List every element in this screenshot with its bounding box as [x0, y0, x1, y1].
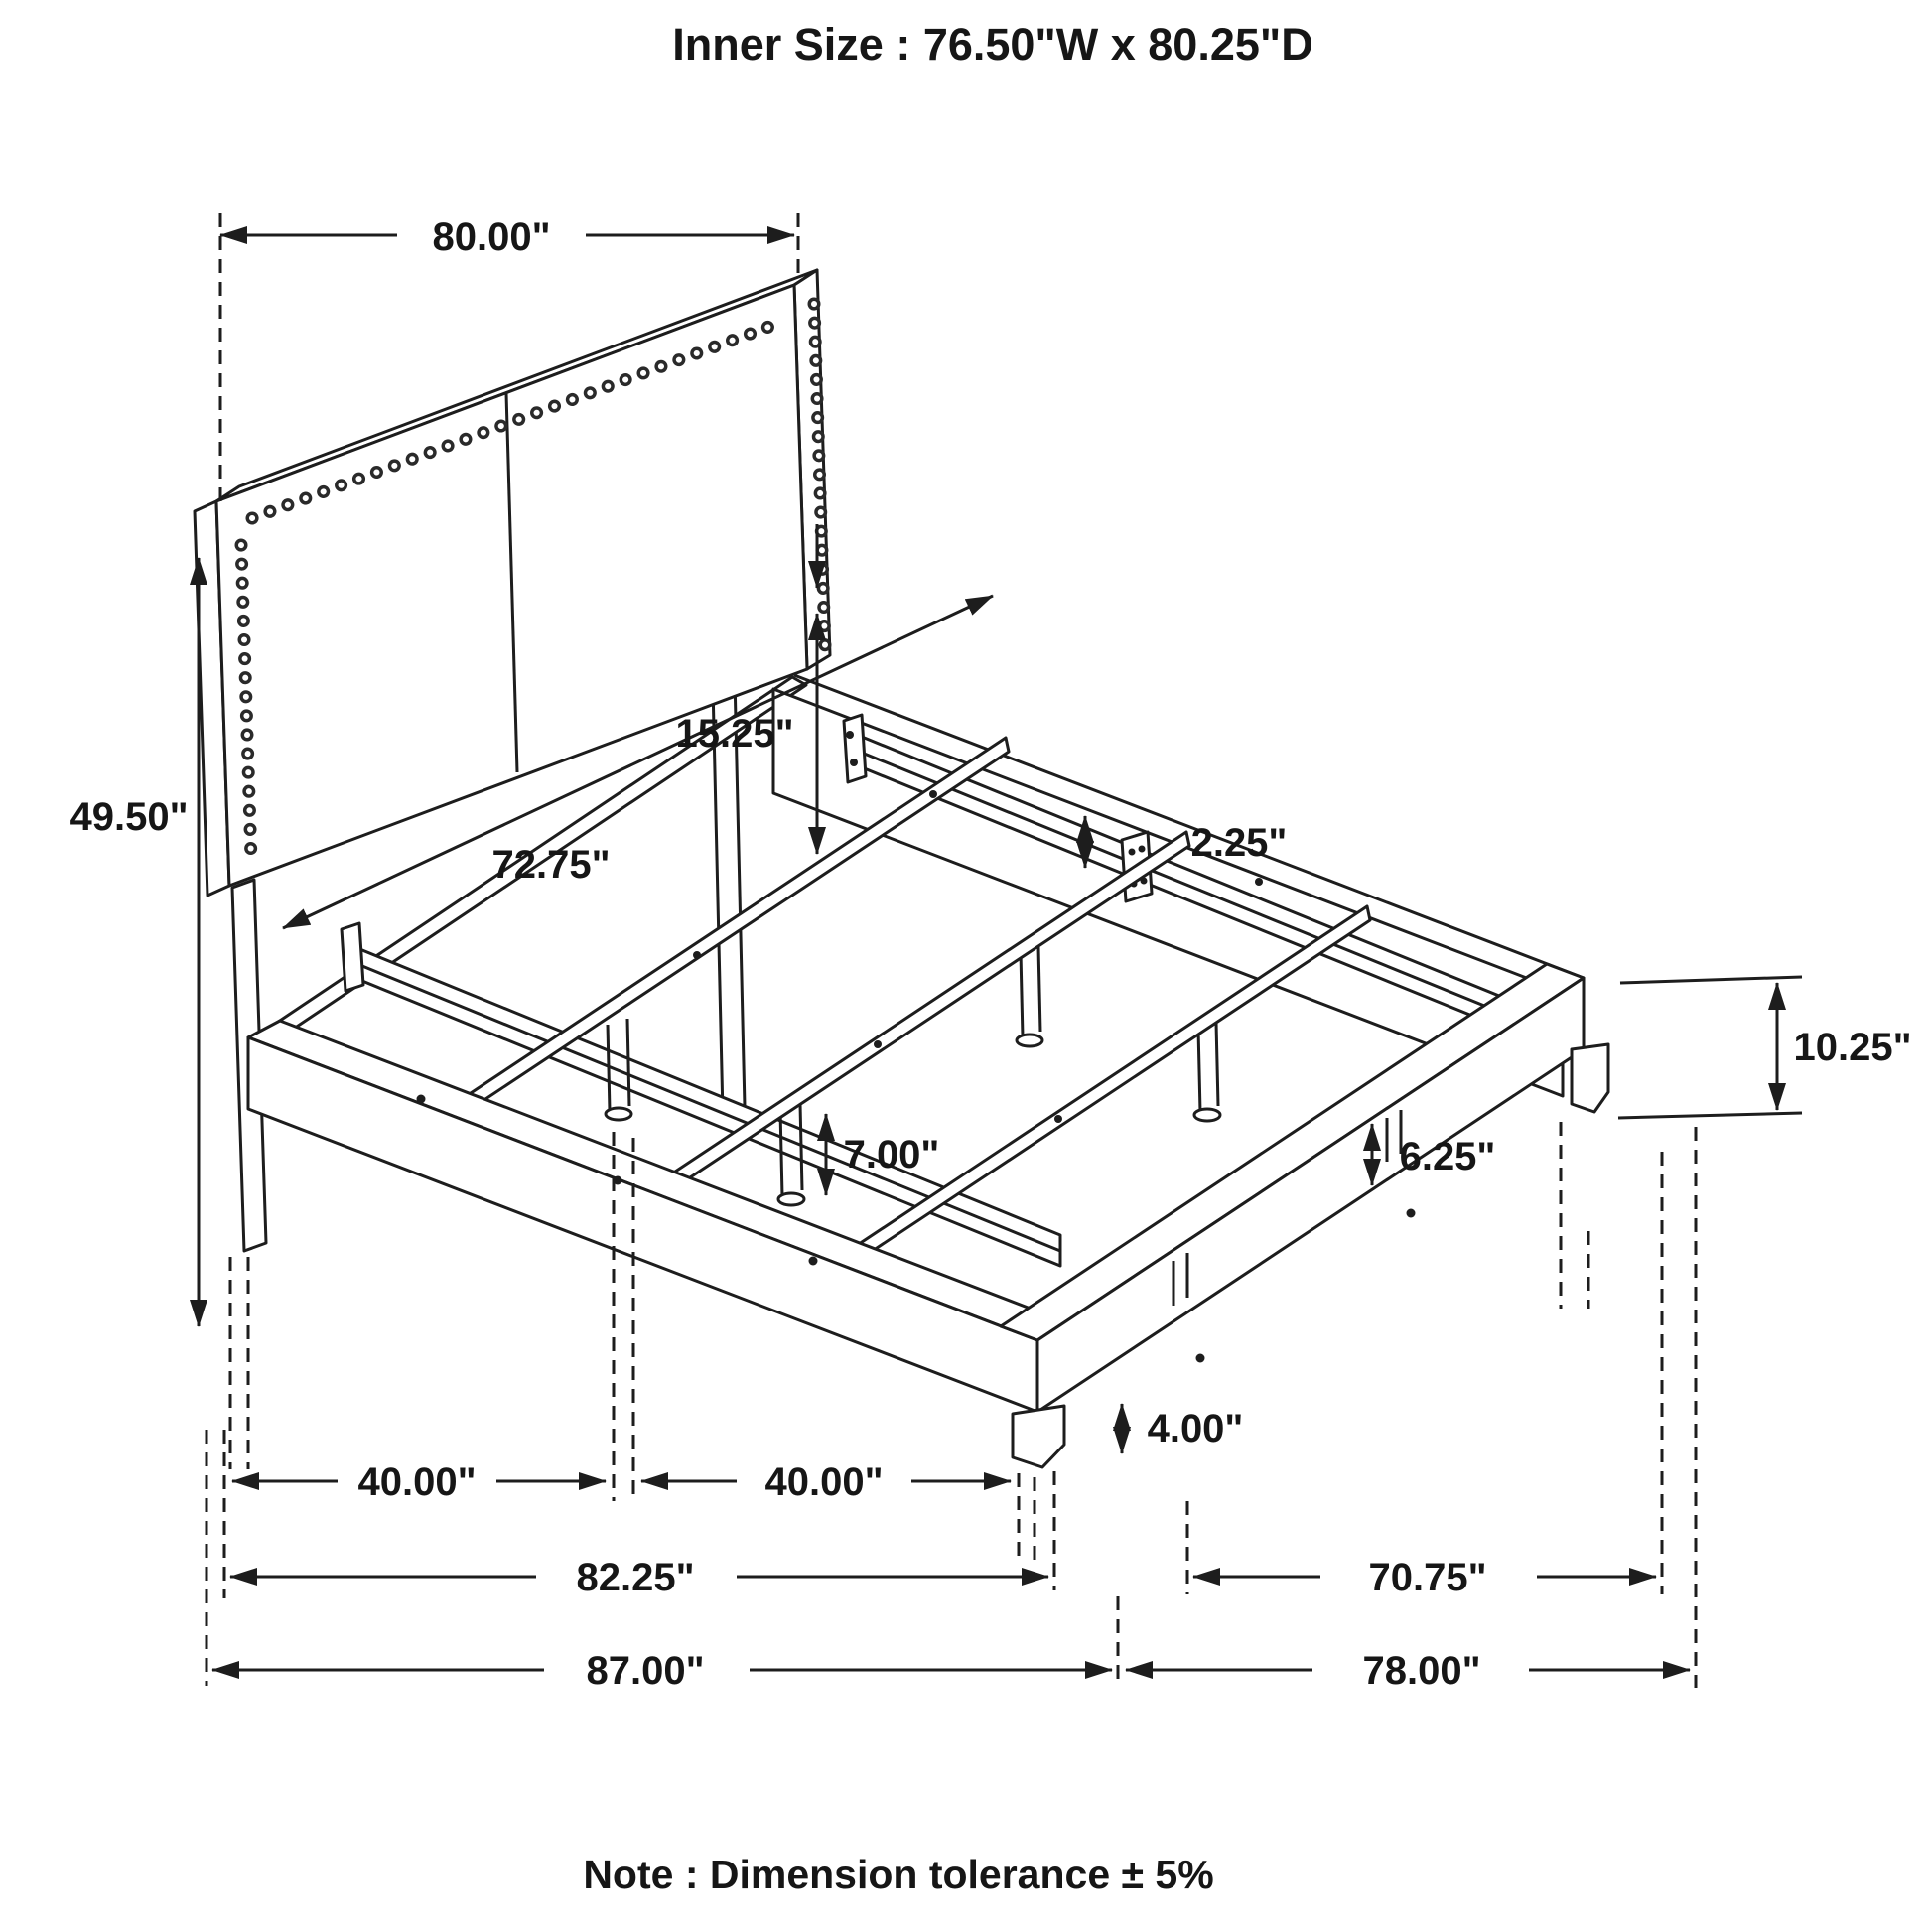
dim-frame-length-label: 82.25"	[576, 1556, 695, 1599]
dim-leg-spacing-head-label: 40.00"	[357, 1460, 477, 1504]
dim-headboard-width	[220, 215, 794, 259]
dim-overall-length-label: 87.00"	[586, 1649, 705, 1693]
dim-leg-spacing-head	[232, 1460, 606, 1504]
tolerance-note: Note : Dimension tolerance ± 5%	[583, 1852, 1214, 1897]
dim-overall-width	[1126, 1649, 1690, 1693]
dim-frame-height	[1618, 977, 1912, 1118]
dim-overall-width-label: 78.00"	[1362, 1649, 1481, 1693]
right-corner-foot	[1572, 1044, 1608, 1112]
dim-overall-length	[212, 1649, 1112, 1693]
dim-rail-lip-label: 2.25"	[1190, 821, 1288, 865]
dim-side-rail-height-label: 6.25"	[1399, 1135, 1496, 1178]
dim-frame-height-label: 10.25"	[1793, 1026, 1912, 1069]
foot-rail-top-face	[1001, 964, 1584, 1340]
dim-headboard-panel-width-label: 72.75"	[491, 843, 611, 887]
dim-foot-height	[1122, 1404, 1243, 1453]
foot-rail	[1001, 964, 1584, 1412]
front-corner-foot	[1013, 1406, 1064, 1467]
dim-headboard-width-label: 80.00"	[432, 215, 551, 259]
dim-center-leg-height-label: 7.00"	[843, 1133, 940, 1176]
diagram-title: Inner Size : 76.50"W x 80.25"D	[672, 19, 1313, 69]
dim-foot-height-label: 4.00"	[1147, 1407, 1244, 1450]
dim-headboard-height	[69, 558, 199, 1326]
slat-leg	[1194, 1023, 1220, 1121]
dim-headboard-clearance-label: 15.25"	[675, 712, 794, 756]
dim-headboard-height-label: 49.50"	[69, 795, 189, 839]
dim-inner-rail-length-label: 70.75"	[1368, 1556, 1487, 1599]
foot-rail-outer-face	[1037, 978, 1584, 1412]
dim-inner-rail-length	[1193, 1556, 1656, 1599]
slat-leg	[1017, 947, 1042, 1046]
dim-frame-length	[230, 1556, 1048, 1599]
left-rail-top-face	[248, 1021, 1069, 1340]
dim-leg-spacing-foot	[641, 1460, 1011, 1504]
dim-leg-spacing-foot-label: 40.00"	[764, 1460, 884, 1504]
rail-hook-bracket-left	[342, 923, 363, 991]
rail-hook-bracket-right	[844, 715, 866, 782]
